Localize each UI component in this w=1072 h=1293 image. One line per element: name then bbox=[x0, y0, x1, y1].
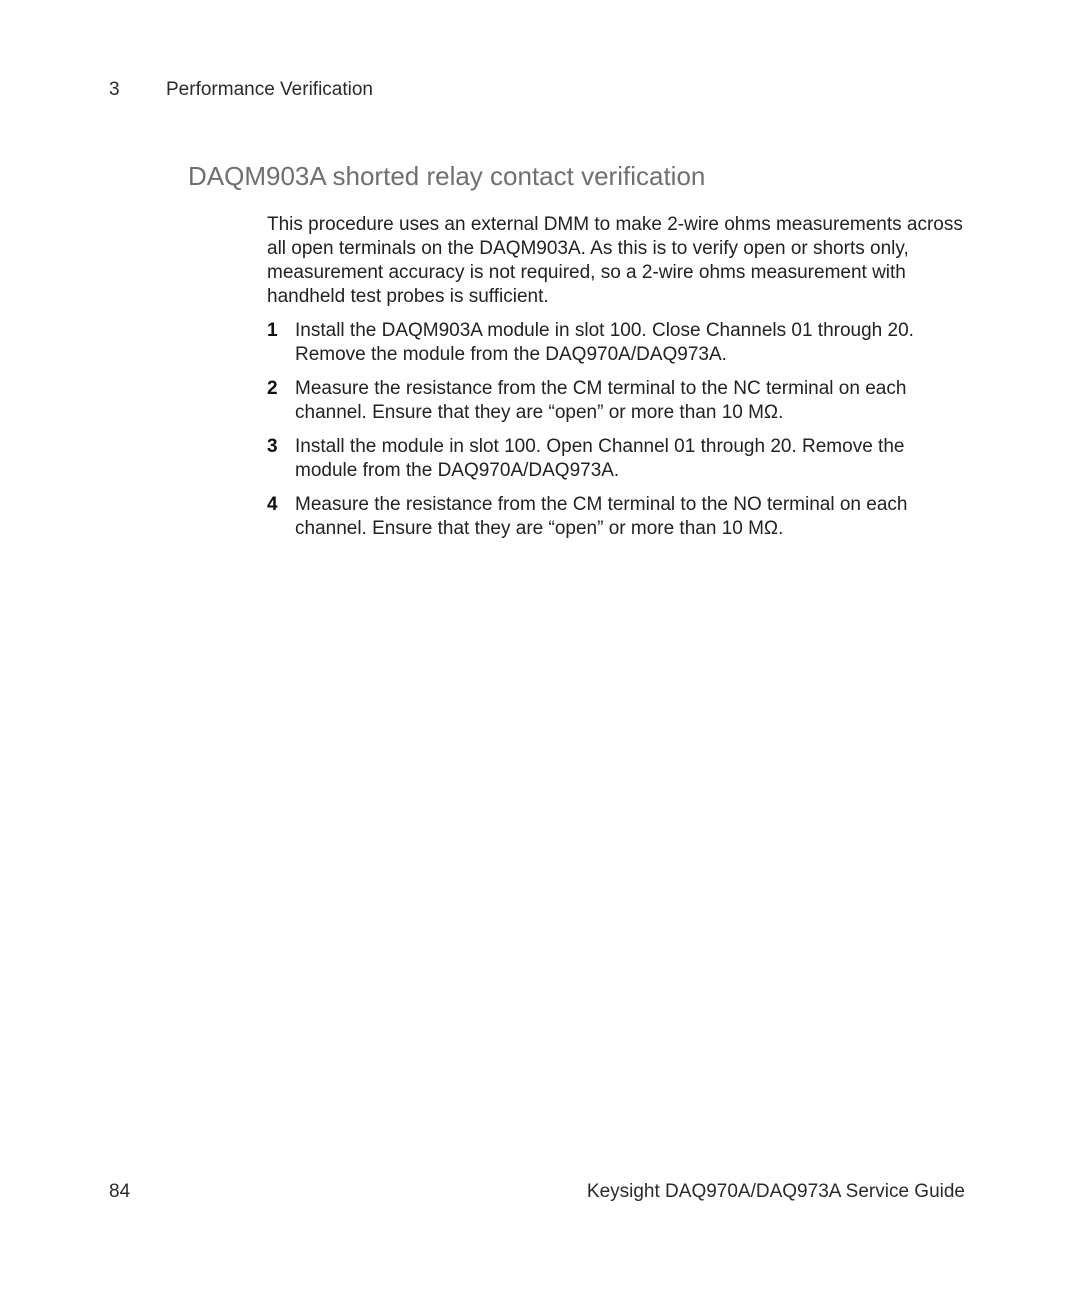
chapter-number: 3 bbox=[109, 79, 120, 100]
procedure-step bbox=[267, 435, 967, 483]
procedure-step bbox=[267, 319, 967, 367]
step-text: Measure the resistance from the CM terminal to the NO terminal on each channel. Ensure that they are “open” or more than 10 MΩ. bbox=[295, 494, 908, 539]
procedure-step bbox=[267, 377, 967, 425]
section-body bbox=[267, 213, 967, 551]
step-text: Install the DAQM903A module in slot 100. Close Channels 01 through 20. Remove the module from the DAQ970A/DAQ973A. bbox=[295, 320, 914, 365]
chapter-title: Performance Verification bbox=[166, 79, 373, 100]
step-number: 2 bbox=[267, 378, 278, 399]
step-number: 3 bbox=[267, 436, 278, 457]
step-number: 4 bbox=[267, 494, 278, 515]
book-title: Keysight DAQ970A/DAQ973A Service Guide bbox=[586, 1181, 965, 1202]
step-text: Measure the resistance from the CM terminal to the NC terminal on each channel. Ensure that they are “open” or more than 10 MΩ. bbox=[295, 378, 907, 423]
procedure-steps bbox=[267, 319, 967, 541]
running-header bbox=[109, 79, 373, 101]
step-number: 1 bbox=[267, 320, 278, 341]
page-number: 84 bbox=[109, 1181, 131, 1202]
procedure-step bbox=[267, 493, 967, 541]
step-text: Install the module in slot 100. Open Channel 01 through 20. Remove the module from the DAQ970A/DAQ973A. bbox=[295, 436, 905, 481]
section-title: DAQM903A shorted relay contact verification bbox=[188, 161, 706, 191]
intro-paragraph: This procedure uses an external DMM to make 2-wire ohms measurements across all open terminals on the DAQM903A. As this is to verify open or shorts only, measurement accuracy is not required, so a 2-wire ohms measurement with handheld test probes is sufficient. bbox=[267, 214, 963, 307]
